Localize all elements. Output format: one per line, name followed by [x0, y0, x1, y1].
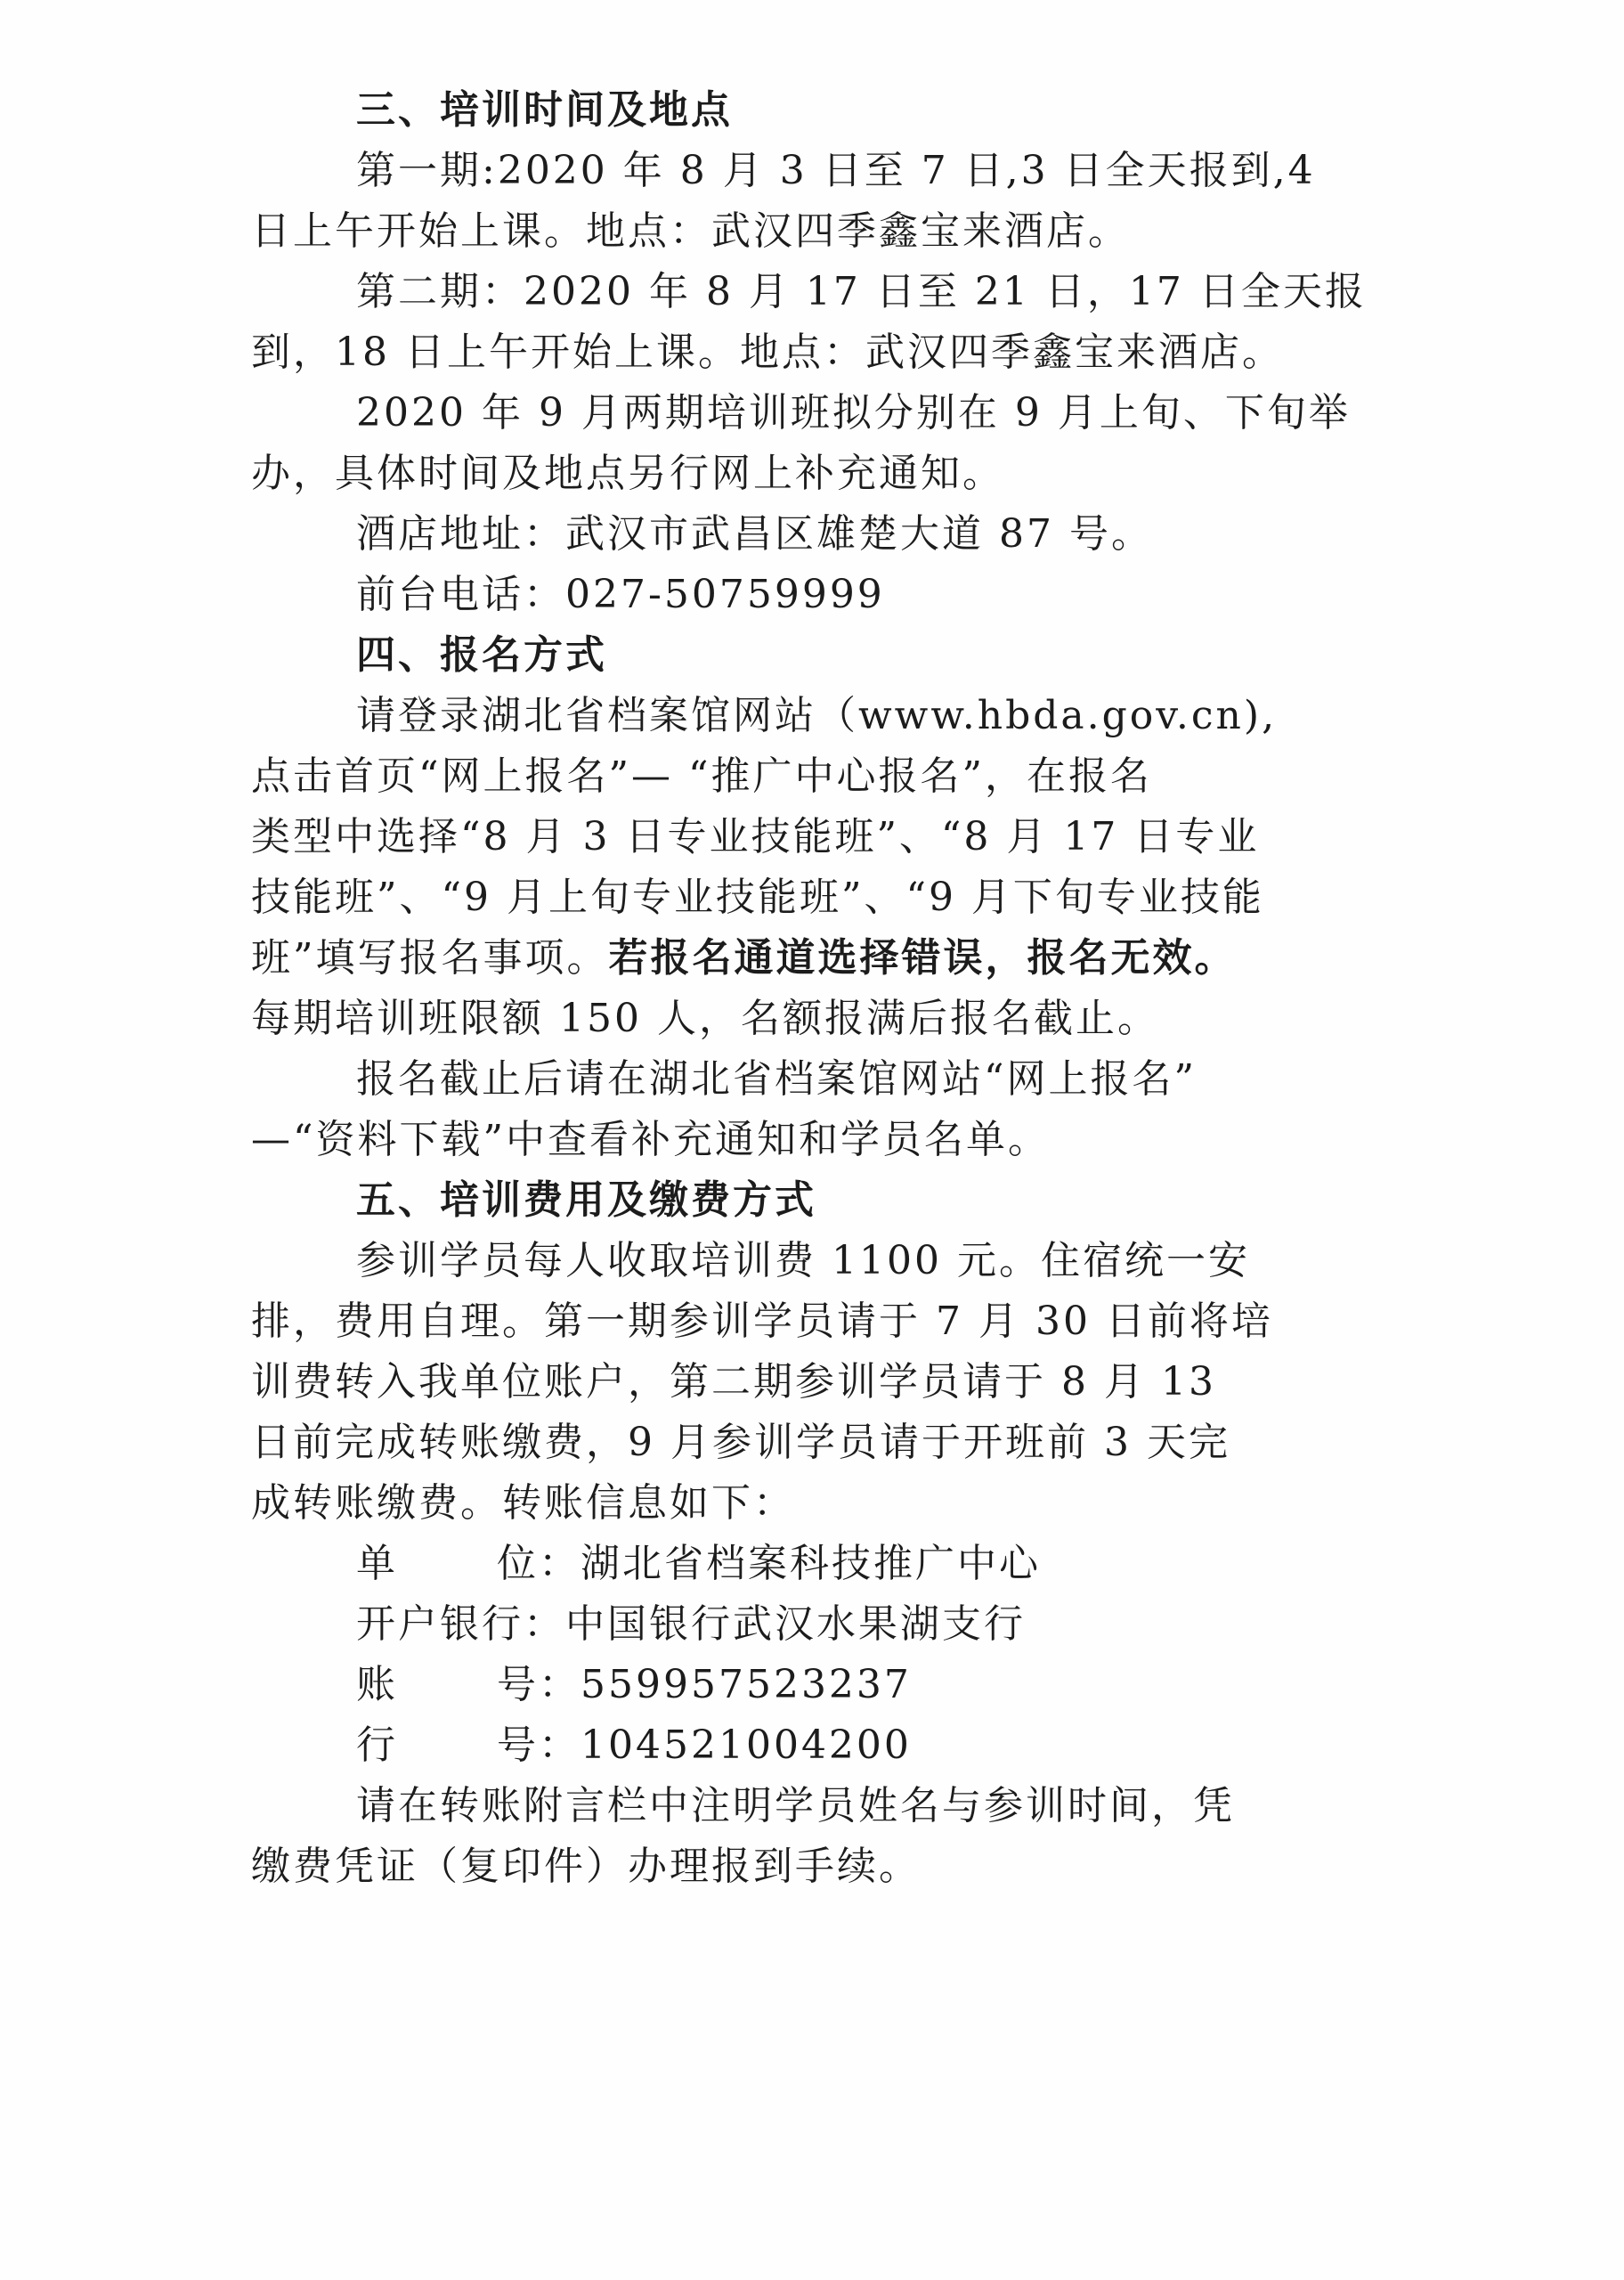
hotel-phone: 前台电话：027-50759999	[356, 572, 885, 617]
registration-line-2: 点击首页“网上报名”— “推广中心报名”，在报名	[251, 753, 1152, 799]
registration-line-3: 类型中选择“8 月 3 日专业技能班”、“8 月 17 日专业	[251, 814, 1260, 859]
download-line-2: —“资料下载”中查看补充通知和学员名单。	[251, 1117, 1050, 1162]
payee-bank: 开户银行：中国银行武汉水果湖支行	[356, 1601, 1026, 1647]
section-3-heading: 三、培训时间及地点	[356, 87, 733, 133]
section-4-heading: 四、报名方式	[356, 632, 607, 678]
september-line-2: 办，具体时间及地点另行网上补充通知。	[251, 451, 1004, 496]
period-2-line-1: 第二期：2020 年 8 月 17 日至 21 日，17 日全天报	[356, 269, 1367, 314]
hotel-address: 酒店地址：武汉市武昌区雄楚大道 87 号。	[356, 511, 1153, 557]
period-1-line-2: 日上午开始上课。地点：武汉四季鑫宝来酒店。	[251, 208, 1130, 254]
note-line-1: 请在转账附言栏中注明学员姓名与参训时间，凭	[356, 1783, 1235, 1828]
document-body	[251, 80, 1409, 1897]
note-line-2: 缴费凭证（复印件）办理报到手续。	[251, 1844, 921, 1889]
fee-line-1: 参训学员每人收取培训费 1100 元。住宿统一安	[356, 1238, 1250, 1283]
period-1-line-1: 第一期:2020 年 8 月 3 日至 7 日,3 日全天报到,4	[356, 148, 1316, 193]
period-2-line-2: 到，18 日上午开始上课。地点：武汉四季鑫宝来酒店。	[251, 330, 1284, 375]
registration-line-5-normal: 班”填写报名事项。	[251, 935, 609, 981]
registration-line-6: 每期培训班限额 150 人，名额报满后报名截止。	[251, 996, 1159, 1041]
registration-line-5	[251, 928, 1409, 989]
registration-warning: 若报名通道选择错误，报名无效。	[608, 935, 1237, 981]
fee-line-4: 日前完成转账缴费，9 月参训学员请于开班前 3 天完	[251, 1420, 1230, 1465]
download-line-1: 报名截止后请在湖北省档案馆网站“网上报名”	[356, 1056, 1197, 1102]
payee-unit: 单 位：湖北省档案科技推广中心	[356, 1541, 1041, 1586]
registration-line-4: 技能班”、“9 月上旬专业技能班”、“9 月下旬专业技能	[251, 875, 1264, 920]
payee-account: 账 号：559957523237	[356, 1662, 912, 1707]
september-line-1: 2020 年 9 月两期培训班拟分别在 9 月上旬、下旬举	[356, 390, 1351, 436]
fee-line-5: 成转账缴费。转账信息如下：	[251, 1480, 795, 1526]
fee-line-3: 训费转入我单位账户，第二期参训学员请于 8 月 13	[251, 1359, 1216, 1405]
section-5-heading: 五、培训费用及缴费方式	[356, 1177, 816, 1223]
registration-line-1: 请登录湖北省档案馆网站（www.hbda.gov.cn),	[356, 693, 1278, 738]
payee-bank-number: 行 号：104521004200	[356, 1722, 912, 1768]
fee-line-2: 排，费用自理。第一期参训学员请于 7 月 30 日前将培	[251, 1299, 1273, 1344]
